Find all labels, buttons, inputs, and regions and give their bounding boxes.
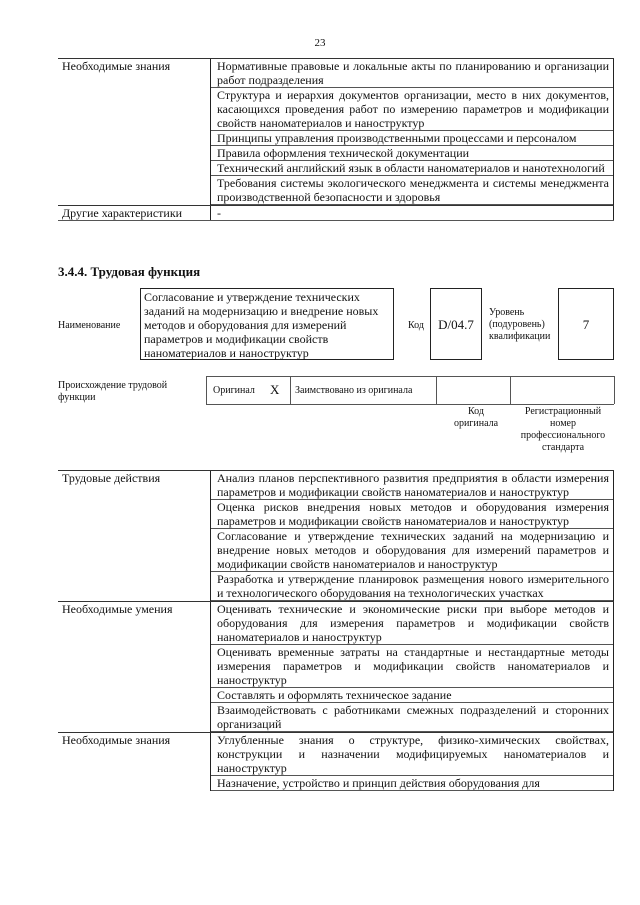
knowledge-label: Необходимые знания bbox=[62, 59, 171, 73]
list-item: Анализ планов перспективного развития предприятия в области измерения параметров и модификации свойств наноматериалов и наноструктур bbox=[211, 471, 613, 500]
level-label: Уровень (подуровень) квалификации bbox=[489, 307, 551, 342]
original-label: Оригинал bbox=[213, 385, 255, 396]
function-name: Согласование и утверждение технических заданий на модернизацию и внедрение новых методов и оборудования для измерений параметров и модификации свойств наноматериалов и наноструктур bbox=[144, 290, 379, 360]
reg-number-caption: Регистрационный номер профессионального стандарта bbox=[520, 406, 606, 453]
list-item: Взаимодействовать с работниками смежных подразделений и сторонних организаций bbox=[211, 703, 613, 732]
list-item: Структура и иерархия документов организации, место в них документов, касающихся проведения работ по измерению параметров и модификации свойств наноматериалов и наноструктур bbox=[211, 88, 613, 131]
knowledge-table-top bbox=[58, 58, 614, 221]
list-item: Оценивать технические и экономические риски при выборе методов и оборудования для измерения параметров и модификации свойств наноматериалов и наноструктур bbox=[211, 602, 613, 645]
list-item: Правила оформления технической документации bbox=[211, 146, 613, 161]
list-item: Технический английский язык в области наноматериалов и нанотехнологий bbox=[211, 161, 613, 176]
section-title: 3.4.4. Трудовая функция bbox=[58, 264, 201, 279]
skills-items bbox=[210, 602, 614, 732]
other-row bbox=[58, 205, 614, 221]
level-box bbox=[558, 288, 614, 360]
code-box bbox=[430, 288, 482, 360]
name-label: Наименование bbox=[58, 320, 121, 331]
function-table bbox=[58, 470, 614, 791]
code-value: D/04.7 bbox=[438, 317, 474, 332]
actions-row bbox=[58, 470, 614, 601]
list-item: Нормативные правовые и локальные акты по планированию и организации работ подразделения bbox=[211, 59, 613, 88]
list-item: Требования системы экологического менеджмента и системы менеджмента производственной безопасности и здоровья bbox=[211, 176, 613, 205]
other-label: Другие характеристики bbox=[62, 206, 183, 220]
function-name-box bbox=[140, 288, 394, 360]
list-item: Составлять и оформлять техническое задание bbox=[211, 688, 613, 703]
list-item: Оценка рисков внедрения новых методов и оборудования измерения параметров и модификации свойств наноматериалов и наноструктур bbox=[211, 500, 613, 529]
list-item: Согласование и утверждение технических заданий на модернизацию и внедрение новых методов и оборудования для измерений параметров и модификации свойств наноматериалов и наноструктур bbox=[211, 529, 613, 572]
other-items bbox=[210, 206, 614, 220]
code-label: Код bbox=[408, 320, 424, 331]
list-item: Оценивать временные затраты на стандартные и нестандартные методы измерения параметров и модификации свойств наноматериалов и наноструктур bbox=[211, 645, 613, 688]
list-item: Разработка и утверждение планировок размещения нового измерительного и технологического оборудования на технологических участках bbox=[211, 572, 613, 601]
list-item: Назначение, устройство и принцип действия оборудования для bbox=[211, 776, 613, 791]
actions-label: Трудовые действия bbox=[62, 471, 161, 485]
origin-label: Происхождение трудовой функции bbox=[58, 380, 168, 403]
skills-row bbox=[58, 601, 614, 732]
knowledge-row-bottom bbox=[58, 732, 614, 791]
borrowed-label: Заимствовано из оригинала bbox=[295, 385, 413, 396]
knowledge-row bbox=[58, 58, 614, 205]
knowledge-items bbox=[210, 59, 614, 205]
actions-items bbox=[210, 471, 614, 601]
original-mark: X bbox=[270, 382, 280, 397]
code-original-caption: Код оригинала bbox=[453, 406, 499, 429]
knowledge-label-bottom: Необходимые знания bbox=[62, 733, 171, 747]
level-value: 7 bbox=[582, 317, 590, 332]
skills-label: Необходимые умения bbox=[62, 602, 173, 616]
knowledge-items-bottom bbox=[210, 733, 614, 791]
other-value: - bbox=[217, 206, 221, 220]
list-item: Принципы управления производственными процессами и персоналом bbox=[211, 131, 613, 146]
page-number: 23 bbox=[314, 37, 326, 49]
list-item: Углубленные знания о структуре, физико-химических свойствах, конструкции и назначении модифицируемых наноматериалов и наноструктур bbox=[211, 733, 613, 776]
